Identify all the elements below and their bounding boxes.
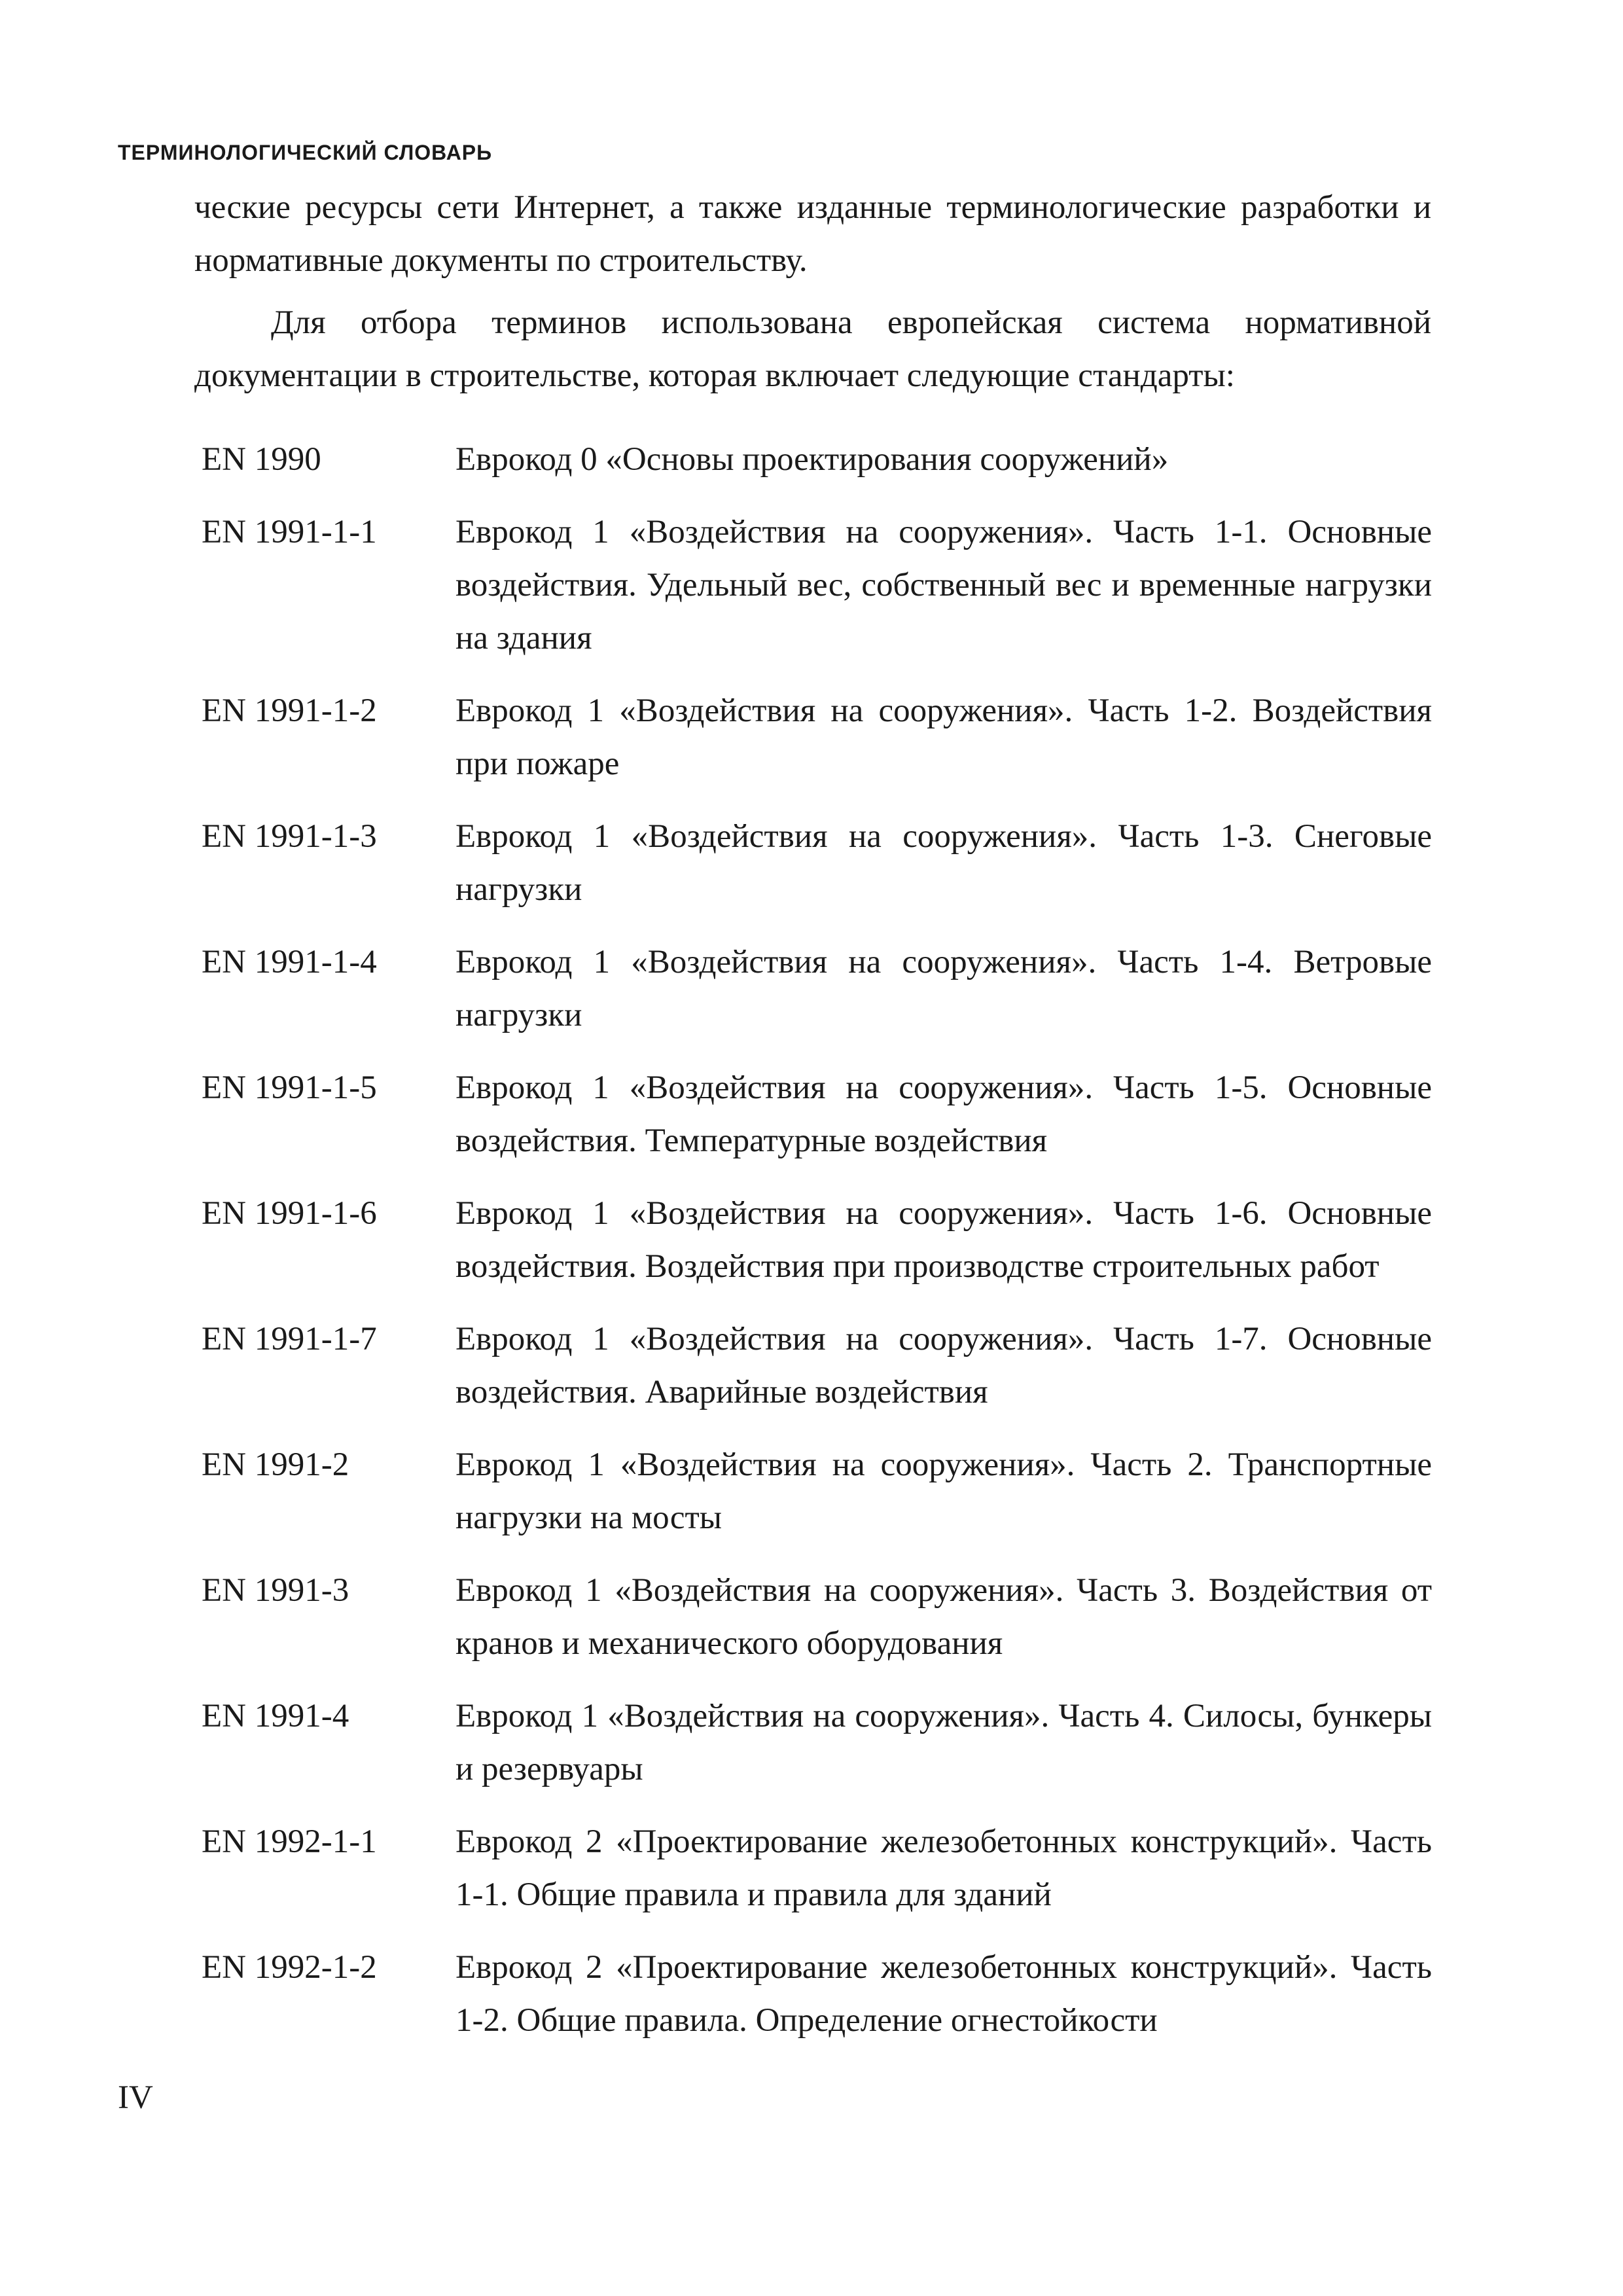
standard-code: EN 1991-1-3 [202, 818, 377, 855]
standard-row [202, 1062, 1432, 1168]
standard-code: EN 1992-1-1 [202, 1823, 377, 1860]
standard-description: Еврокод 1 «Воздействия на сооружения». Часть 3. Воздействия от кранов и механического оборудования [455, 1572, 1432, 1662]
standard-row [202, 685, 1432, 791]
standard-row [202, 506, 1432, 665]
standard-description: Еврокод 1 «Воздействия на сооружения». Часть 1-5. Основные воздействия. Температурные воздействия [455, 1069, 1432, 1159]
standard-description: Еврокод 1 «Воздействия на сооружения». Часть 1-2. Воздействия при пожаре [455, 692, 1432, 782]
intro-paragraph: Для отбора терминов использована европейская система нормативной документации в строительстве, которая включает следующие стандарты: [194, 304, 1431, 394]
standard-code: EN 1991-1-2 [202, 692, 377, 729]
standard-description: Еврокод 1 «Воздействия на сооружения». Часть 1-4. Ветровые нагрузки [455, 944, 1432, 1033]
standard-row [202, 1439, 1432, 1545]
standard-description: Еврокод 1 «Воздействия на сооружения». Часть 1-6. Основные воздействия. Воздействия при производстве строительных работ [455, 1195, 1432, 1285]
standard-row [202, 1941, 1432, 2047]
standard-row [202, 1690, 1432, 1796]
standard-description: Еврокод 1 «Воздействия на сооружения». Часть 1-3. Снеговые нагрузки [455, 818, 1432, 908]
standard-row [202, 810, 1432, 916]
page-number: IV [118, 2079, 153, 2116]
standard-row [202, 1564, 1432, 1670]
standard-code: EN 1991-1-1 [202, 514, 377, 550]
standard-row [202, 1816, 1432, 1922]
standard-description: Еврокод 2 «Проектирование железобетонных конструкций». Часть 1-2. Общие правила. Определение огнестойкости [455, 1949, 1432, 2039]
running-title: ТЕРМИНОЛОГИЧЕСКИЙ СЛОВАРЬ [118, 141, 493, 164]
standard-code: EN 1991-2 [202, 1446, 349, 1483]
standard-code: EN 1991-1-4 [202, 944, 377, 980]
standard-code: EN 1991-1-6 [202, 1195, 377, 1232]
standard-description: Еврокод 1 «Воздействия на сооружения». Часть 1-7. Основные воздействия. Аварийные воздействия [455, 1321, 1432, 1410]
standards-list [202, 433, 1432, 2067]
standard-description: Еврокод 1 «Воздействия на сооружения». Часть 1-1. Основные воздействия. Удельный вес, собственный вес и временные нагрузки на здания [455, 514, 1432, 656]
standard-row [202, 1313, 1432, 1419]
standard-code: EN 1992-1-2 [202, 1949, 377, 1986]
standard-code: EN 1991-3 [202, 1572, 349, 1609]
standard-code: EN 1991-1-7 [202, 1321, 377, 1357]
standard-code: EN 1990 [202, 441, 321, 478]
standard-row [202, 936, 1432, 1042]
standard-description: Еврокод 0 «Основы проектирования сооружений» [455, 441, 1169, 478]
standard-row [202, 433, 1432, 486]
standard-code: EN 1991-1-5 [202, 1069, 377, 1106]
intro-paragraph: ческие ресурсы сети Интернет, а также изданные терминологические разработки и нормативные документы по строительству. [194, 189, 1431, 279]
standard-description: Еврокод 1 «Воздействия на сооружения». Часть 2. Транспортные нагрузки на мосты [455, 1446, 1432, 1536]
standard-description: Еврокод 2 «Проектирование железобетонных конструкций». Часть 1-1. Общие правила и правила для зданий [455, 1823, 1432, 1913]
intro-text [194, 181, 1431, 403]
standard-description: Еврокод 1 «Воздействия на сооружения». Часть 4. Силосы, бункеры и резервуары [455, 1698, 1432, 1787]
standard-code: EN 1991-4 [202, 1698, 349, 1734]
standard-row [202, 1187, 1432, 1293]
